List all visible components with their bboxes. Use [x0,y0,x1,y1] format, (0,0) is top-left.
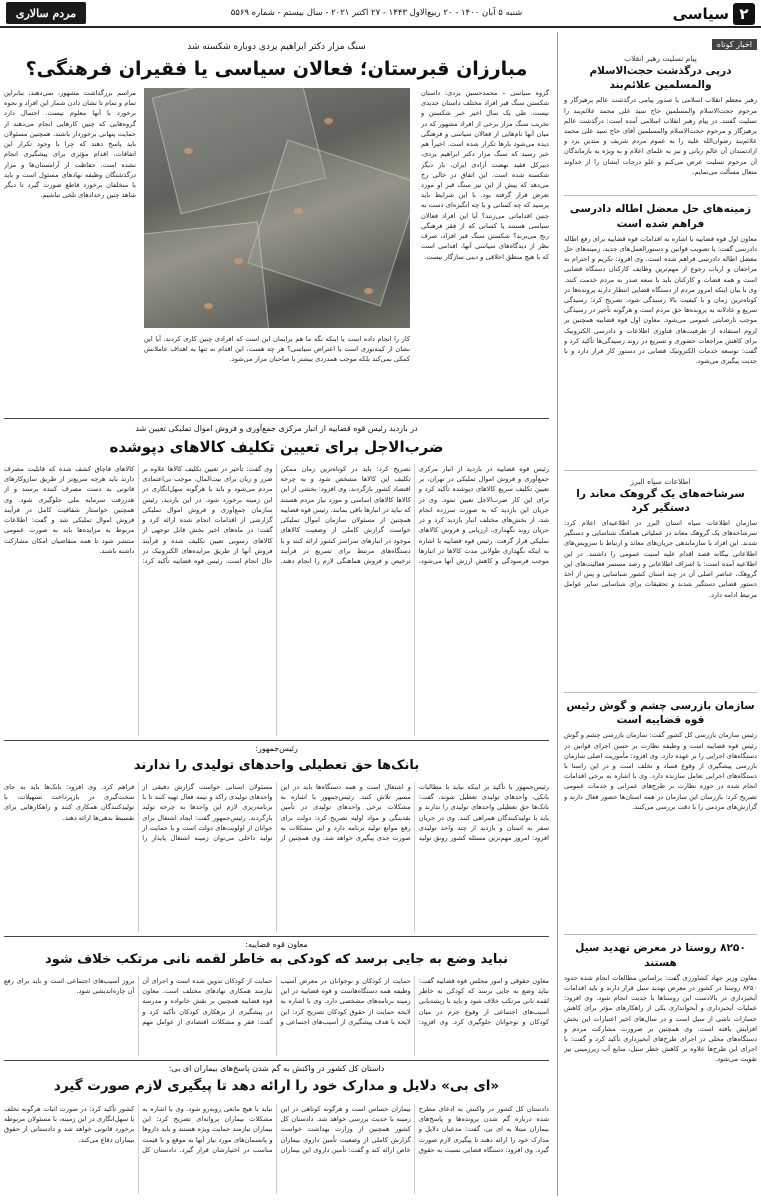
section-divider [4,936,549,937]
lead-title: مبارزان قبرستان؛ فعالان سیاسی یا فقیران فرهنگی؟ [25,58,528,80]
page-header [0,0,761,28]
news-item [564,54,757,196]
article-title: نباید وضع به جایی برسد که کودکی به خاطر لقمه نانی مرتکب خلاف شود [45,952,508,967]
news-title: سرشاخه‌های یک گروهک معاند را دستگیر کرد [576,487,745,514]
news-body: سازمان اطلاعات سپاه استان البرز در اطلاعیه‌ای اعلام کرد: سرشاخه‌های یک گروهک معاند در عملیاتی هماهنگ شناسایی و دستگیر شدند. این افراد با سازماندهی جریان‌های معاند و ارتباط با سرویس‌های اطلاعاتی بیگانه قصد اقدام علیه امنیت عمومی را داشتند. در این اطلاعیه آمده است: با اشراف اطلاعاتی و رصد مستمر فعالیت‌های این گروهک، عناصر اصلی آن در چند استان کشور شناسایی و پس از اخذ دستور قضایی دستگیر شدند و تحقیقات برای شناسایی سایر عوامل مرتبط ادامه دارد. [564,519,757,599]
lead-article [4,88,549,388]
news-item [564,477,757,693]
page-number: ۲ [733,3,755,25]
article-body: معاون حقوقی و امور مجلس قوه قضاییه گفت: نباید وضع به جایی برسد که کودکی به خاطر لقمه نانی مرتکب خلاف شود و باید با ریشه‌یابی آسیب‌های اجتماعی از وقوع جرم در میان کودکان و نوجوانان جلوگیری کرد. وی افزود: حمایت از کودکان و نوجوانان در معرض آسیب وظیفه همه دستگاه‌هاست و قوه قضاییه در این زمینه برنامه‌های مشخصی دارد. وی با اشاره به لایحه حمایت از حقوق کودکان تصریح کرد: این لایحه با هدف پیشگیری از آسیب‌های اجتماعی و حمایت از کودکان تدوین شده است و اجرای آن نیازمند همکاری نهادهای مختلف است. معاون قوه قضاییه همچنین بر نقش خانواده و مدرسه در پیشگیری از بزهکاری کودکان تأکید کرد و گفت: فقر و مشکلات اقتصادی از عوامل مهم بروز آسیب‌های اجتماعی است و باید برای رفع آن چاره‌اندیشی شود. [4,977,549,1026]
section-name: سیاسی [672,5,729,23]
article-kicker: در بازدید رئیس قوه قضاییه از انبار مرکزی جمع‌آوری و فروش اموال تملیکی تعیین شد [135,424,418,433]
article-kicker: معاون قوه قضاییه: [245,940,308,949]
newspaper-logo: مردم سالاری [6,2,86,24]
article-title: «ای بی» دلایل و مدارک خود را ارائه دهد تا پیگیری لازم صورت گیرد [53,1078,500,1094]
page-badge [673,3,755,25]
news-body: رهبر معظم انقلاب اسلامی با صدور پیامی درگذشت عالم پرهیزگار و مرحوم حجت‌الاسلام والمسلمین حاج سید علی محمد علائم‌بند را تسلیت گفتند. در پیام رهبر انقلاب اسلامی آمده است: درگذشت عالم پرهیزگار و مرحوم حجت‌الاسلام والمسلمین آقای حاج سید علی محمد علائم‌بند رضوان‌الله علیه را به عموم مردم شریف و متدین یزد و ارادتمندان آن عالم ربانی و نیز به علمای اعلام و به ویژه به بازماندگان آن مرحوم تسلیت عرض می‌کنم و علو درجات ایشان را از خداوند متعال مسألت می‌نمایم. [564,96,757,176]
news-title: زمینه‌های حل معضل اطاله دادرسی فراهم شده است [569,203,752,230]
article-body: رئیس قوه قضاییه در بازدید از انبار مرکزی جمع‌آوری و فروش اموال تملیکی در تهران، بر تعیین تکلیف سریع کالاهای دپوشده تأکید کرد و برای این کار ضرب‌الاجل تعیین نمود. وی در جریان این بازدید که به صورت سرزده انجام شد، از بخش‌های مختلف انبار بازدید کرد و در جریان روند نگهداری، ارزیابی و فروش کالاهای تملیکی قرار گرفت. رئیس قوه قضاییه با اشاره به اینکه نگهداری طولانی مدت کالاها در انبارها موجب فرسودگی و کاهش ارزش آنها می‌شود، تصریح کرد: باید در کوتاه‌ترین زمان ممکن تکلیف این کالاها مشخص شود و به چرخه اقتصاد کشور بازگردند. وی افزود: بخشی از این کالاها کالاهای اساسی و مورد نیاز مردم هستند که نباید در انبارها باقی بمانند. رئیس قوه قضاییه همچنین از مسئولان سازمان اموال تملیکی خواست گزارش کاملی از وضعیت کالاهای موجود در انبارهای سراسر کشور ارائه کنند و با دستگاه‌های مرتبط برای تسریع در فرآیند ترخیص و فروش هماهنگی لازم را انجام دهند. وی گفت: تأخیر در تعیین تکلیف کالاها علاوه بر ضرر و زیان برای بیت‌المال، موجب بی‌اعتمادی مردم می‌شود و باید با هرگونه سهل‌انگاری در این زمینه برخورد شود. در این بازدید، رئیس سازمان جمع‌آوری و فروش اموال تملیکی گزارشی از اقدامات انجام شده ارائه کرد و گفت: در ماه‌های اخیر بخش قابل توجهی از کالاهای رسوبی تعیین تکلیف شده و فرآیند فروش آنها از طریق مزایده‌های الکترونیک در حال انجام است. رئیس قوه قضاییه تأکید کرد: کالاهای قاچاق کشف شده که قابلیت مصرف دارند باید هرچه سریع‌تر از طریق سازوکارهای قانونی به دست مصرف کننده برسند و از هدررفت سرمایه ملی جلوگیری شود. وی همچنین خواستار شفافیت کامل در فرآیند فروش اموال تملیکی شد و گفت: اطلاعات مربوط به مزایده‌ها باید به صورت عمومی منتشر شود تا همه متقاضیان امکان مشارکت داشته باشند. [4,465,549,565]
article-kicker: داستان کل کشور در واکنش به گم شدن پاسخ‌های بیماران ای بی: [168,1064,385,1073]
news-kicker: پیام تسلیت رهبر انقلاب [624,54,697,63]
news-item [564,699,757,935]
news-body: رئیس سازمان بازرسی کل کشور گفت: سازمان بازرسی چشم و گوش رئیس قوه قضاییه است و وظیفه نظارت بر حسن اجرای قوانین در دستگاه‌های اجرایی را بر عهده دارد. وی افزود: مأموریت اصلی سازمان بازرسی پیشگیری از وقوع فساد و تخلف است و در این راستا با دستگاه‌های اجرایی تعامل سازنده دارد. وی با اشاره به برخی اقدامات انجام شده در حوزه نظارت بر طرح‌های عمرانی و خدمات عمومی تصریح کرد: بازرسان این سازمان در همه استان‌ها حضور فعال دارند و گزارش‌های مردمی را با دقت بررسی می‌کنند. [564,731,757,811]
news-column [557,32,757,1196]
fallen-leaf [364,288,373,294]
news-title: ۸۲۵۰ روستا در معرض تهدید سیل هستند [575,942,746,969]
news-item [564,202,757,470]
fallen-leaf [184,148,193,154]
lead-column-right: گروه سیاسی – محمدحسین یزدی: داستان شکستن سنگ قبر افراد مختلف داستان جدیدی نیست. طی یک سال اخیر خبر شکستن و تخریب سنگ مزار برخی از افراد مشهور که در میان آنها نام‌هایی از فعالان سیاسی و فرهنگی دیده می‌شود بارها تکرار شده است. اخیراً هم خبر رسید که سنگ مزار دکتر ابراهیم یزدی، دبیرکل فقید نهضت آزادی ایران، بار دیگر شکسته شده است. این اتفاق در حالی رخ می‌دهد که پیش از این نیز سنگ قبر او مورد تعرض قرار گرفته بود. با این شرایط باید پرسید که چه کسانی و با چه انگیزه‌ای دست به چنین اقداماتی می‌زنند؟ آیا این افراد فعالان سیاسی هستند یا کسانی که از فقر فرهنگی رنج می‌برند؟ شکستن سنگ قبر افراد، صرف نظر از دیدگاه‌های سیاسی آنها، اقدامی است که با هیچ منطق اخلاقی و دینی سازگار نیست. [421,89,549,261]
gravestone-photo [144,88,410,328]
article-body: دادستان کل کشور در واکنش به ادعای مطرح شده درباره گم شدن پرونده‌ها و پاسخ‌های بیماران مبتلا به ای بی، گفت: مدعیان دلایل و مدارک خود را ارائه دهند تا پیگیری لازم صورت گیرد. وی افزود: دستگاه قضایی نسبت به حقوق بیماران حساس است و هرگونه کوتاهی در این زمینه با جدیت بررسی خواهد شد. دادستان کل کشور همچنین از وزارت بهداشت خواست گزارش کاملی از وضعیت تأمین داروی بیماران خاص ارائه کند و گفت: تأمین داروی این بیماران نباید با هیچ مانعی روبه‌رو شود. وی با اشاره به مشکلات بیماران پروانه‌ای تصریح کرد: این بیماران نیازمند حمایت ویژه هستند و باید داروها و پانسمان‌های مورد نیاز آنها به موقع و با قیمت مناسب در اختیارشان قرار گیرد. دادستان کل کشور تأکید کرد: در صورت اثبات هرگونه تخلف یا سهل‌انگاری در این زمینه، با مسئولان مربوطه برخورد قانونی خواهد شد و دادستانی از حقوق بیماران دفاع می‌کند. [4,1105,549,1154]
news-title: سازمان بازرسی چشم و گوش رئیس قوه قضاییه است [566,700,755,727]
news-body: معاون وزیر جهاد کشاورزی گفت: براساس مطالعات انجام شده حدود ۸۲۵۰ روستا در کشور در معرض تهدید سیل قرار دارند و باید اقدامات آبخیزداری در بالادست این روستاها با جدیت انجام شود. وی افزود: عملیات آبخیزداری و آبخوانداری یکی از راهکارهای مؤثر برای کاهش خسارات ناشی از سیل است و در سال‌های اخیر اعتبارات این بخش افزایش یافته است. وی همچنین بر ضرورت مشارکت مردم و دستگاه‌های محلی در اجرای طرح‌های آبخیزداری تأکید کرد و گفت: با اجرای این طرح‌ها علاوه بر کاهش خطر سیل، منابع آب زیرزمینی نیز تقویت می‌شود. [564,973,757,1064]
news-body: معاون اول قوه قضاییه با اشاره به اقدامات قوه قضاییه برای رفع اطاله دادرسی گفت: با تصویب قوانین و دستورالعمل‌های جدید، زمینه‌های حل معضل اطاله دادرسی فراهم شده است. وی افزود: تکریم و احترام به مراجعان و ارباب رجوع از مهم‌ترین وظایف کارکنان دستگاه قضایی است و همه قضات و کارکنان باید با سعه صدر به مردم خدمت کنند. وی با بیان اینکه امروز مردم از دستگاه قضایی انتظار دارند پرونده‌ها در کوتاه‌ترین زمان و با کیفیت بالا رسیدگی شود، تصریح کرد: رسیدگی سریع و عادلانه به پرونده‌ها حق مردم است و هرگونه تأخیر در رسیدگی موجب نارضایتی عمومی می‌شود. معاون اول قوه قضاییه همچنین بر لزوم استفاده از ظرفیت‌های فناوری اطلاعات و دادرسی الکترونیک برای کاهش مراجعات حضوری و تسریع در روند رسیدگی‌ها تأکید کرد و گفت: توسعه خدمات الکترونیک قضایی در دستور کار قرار دارد و با جدیت پیگیری می‌شود. [564,234,757,366]
news-brief-tag: اخبار کوتاه [712,39,757,50]
fallen-leaf [234,258,243,264]
lead-kicker: سنگ مزار دکتر ابراهیم یزدی دوباره شکسته شد [187,42,366,52]
article-kicker: رئیس‌جمهور: [255,744,298,753]
broken-stone-slab [144,222,269,328]
news-kicker: اطلاعات سپاه البرز [630,476,691,486]
lead-column-left: مراسم بزرگداشت مشهور، نمی‌دهند، بنابراین تمام و تمام تا نشان دادن شمار این افراد و نحوه برخورد با آنها معلوم نیست. احتمال دارد گروه‌هایی که چنین کارهایی انجام می‌دهند از حمایت پنهانی برخوردار باشند. همچنین مسئولان باید پاسخ دهند که چرا با وجود تکرار این اتفاقات، اقدام مؤثری برای پیشگیری انجام نشده است. حفاظت از آرامستان‌ها و مزار درگذشتگان وظیفه نهادهای مسئول است و باید با متخلفان برخورد قاطع صورت گیرد تا دیگر شاهد چنین رخدادهای تلخی نباشیم. [4,89,136,200]
dateline: شنبه ۵ آبان ۱۴۰۰ - ۲۰ ربیع‌الاول ۱۴۴۳ - ۲۷ اکتبر ۲۰۲۱ - سال بیستم - شماره ۵۵۶۹ [230,8,523,18]
fallen-leaf [294,208,303,214]
section-divider [4,740,549,741]
lead-column-middle: کار را انجام داده است یا اینکه نگه ما هم برایمان این است که افرادی چنین کاری کردند. آیا این نشان از کینه‌توزی است یا اعتراض سیاسی؟ هر چه هست، این اقدام نه تنها به اهداف عاملانش کمکی نمی‌کند بلکه موجب همدردی بیشتر با صاحبان مزار می‌شود. [144,335,410,364]
section-divider [4,418,549,419]
article-body: رئیس‌جمهور با تأکید بر اینکه نباید با مطالبات بانکی، واحدهای تولیدی تعطیل شوند، گفت: بانک‌ها حق تعطیلی واحدهای تولیدی را ندارند و باید با تولیدکنندگان همراهی کنند. وی در جریان سفر به استان و بازدید از چند واحد تولیدی افزود: امروز مهم‌ترین مسئله کشور رونق تولید و اشتغال است و همه دستگاه‌ها باید در این مسیر تلاش کنند. رئیس‌جمهور با اشاره به مشکلات برخی واحدهای تولیدی در تأمین نقدینگی و مواد اولیه تصریح کرد: دولت برای رفع موانع تولید برنامه دارد و این مشکلات به صورت جدی پیگیری خواهد شد. وی همچنین از مسئولان استانی خواست گزارش دقیقی از واحدهای تولیدی راکد و نیمه فعال تهیه کنند تا با برنامه‌ریزی لازم این واحدها به چرخه تولید بازگردند. رئیس‌جمهور گفت: ایجاد اشتغال برای جوانان از اولویت‌های دولت است و با حمایت از تولید داخلی می‌توان زمینه اشتغال پایدار را فراهم کرد. وی افزود: بانک‌ها باید به جای سخت‌گیری در بازپرداخت تسهیلات، با تولیدکنندگان همکاری کنند و راهکارهایی برای تقسیط بدهی‌ها ارائه دهند. [4,783,549,843]
news-title: درپی درگذشت حجت‌الاسلام والمسلمین علائم‌بند [589,65,732,92]
article-title: بانک‌ها حق تعطیلی واحدهای تولیدی را ندارند [133,758,420,773]
fallen-leaf [324,118,333,124]
main-content [4,32,549,1196]
article-title: ضرب‌الاجل برای تعیین تکلیف کالاهای دپوشده [109,438,444,456]
news-item [564,941,757,1196]
section-divider [4,1060,549,1061]
fallen-leaf [204,303,213,309]
